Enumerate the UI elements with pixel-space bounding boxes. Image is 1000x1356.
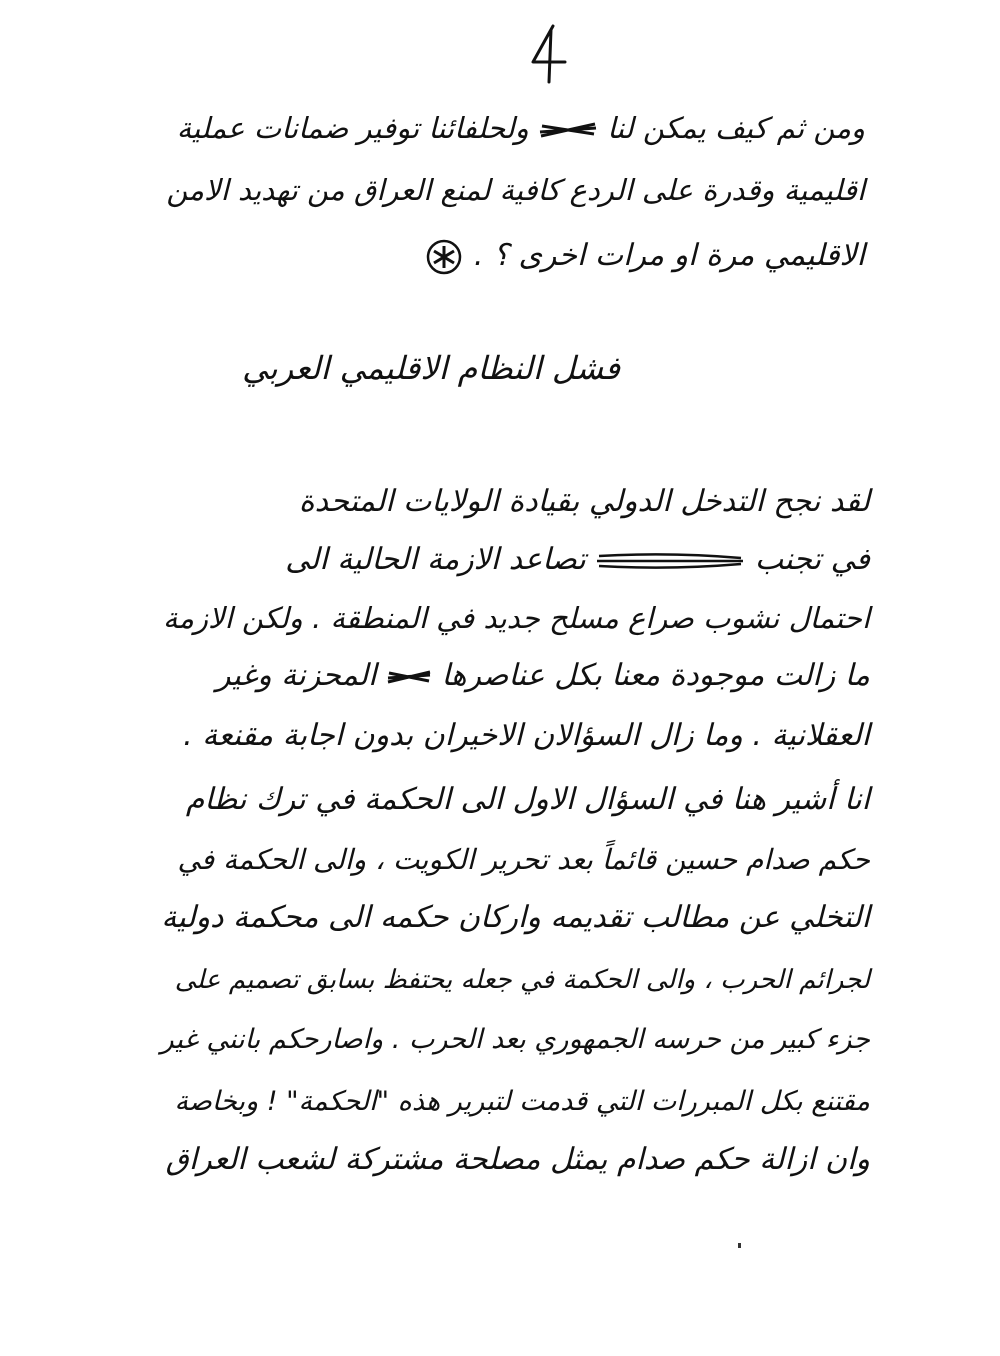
paragraph1-line-1-end: ولحلفائنا توفير ضمانات عملية [176,111,529,145]
paragraph2-line-1-text: لقد نجح التدخل الدولي بقيادة الولايات المتحدة [298,484,870,519]
paragraph2-line-3-text: احتمال نشوب صراع مسلح جديد في المنطقة . ولكن الازمة [162,601,870,635]
paragraph2-line-10-text: جزء كبير من حرسه الجمهوري بعد الحرب . واصارحكم بانني غير [160,1024,870,1055]
paragraph2-line-12 [160,1140,870,1184]
paragraph2-line-11 [160,1082,870,1126]
paragraph2-line-4-start: ما زالت موجودة معنا بكل عناصرها [441,658,870,693]
paragraph2-line-4 [160,656,870,700]
section-heading [242,346,620,390]
paragraph1-line-3 [165,236,865,280]
scribble-icon [386,666,432,688]
paragraph2-line-9-text: لجرائم الحرب ، والى الحكمة في جعله يحتفظ بسابق تصميم على [174,965,870,995]
paragraph2-line-2-end: تصاعد الازمة الحالية الى [285,542,586,577]
paragraph2-line-8-text: التخلي عن مطالب تقديمه واركان حكمه الى محكمة دولية [161,900,870,935]
paragraph2-line-3 [160,598,870,642]
paragraph2-line-11-text: مقتنع بكل المبررات التي قدمت لتبرير هذه "الحكمة" ! وبخاصة [174,1086,870,1117]
paragraph2-line-2 [160,540,870,584]
paragraph2-line-12-text: وان ازالة حكم صدام يمثل مصلحة مشتركة لشعب العراق [165,1142,870,1177]
paragraph2-line-7-text: حكم صدام حسين قائماً بعد تحرير الكويت ، والى الحكمة في [177,843,870,876]
paragraph2-line-6 [160,780,870,824]
ink-speck [738,1243,741,1248]
scribble-icon [538,118,598,142]
paragraph2-line-2-start: في تجنب [754,542,870,577]
paragraph2-line-5 [160,716,870,760]
paragraph1-line-2 [165,170,865,214]
section-heading-text: فشل النظام الاقليمي العربي [242,349,620,387]
paragraph2-line-4-end: المحزنة وغير [215,658,377,693]
paragraph2-line-1 [160,482,870,526]
paragraph1-line-1 [165,108,865,152]
scribble-icon [595,548,745,574]
paragraph2-line-8 [160,898,870,942]
circled-asterisk-icon [424,237,464,277]
paragraph1-line-3-text: الاقليمي مرة او مرات اخرى ؟ . [473,238,865,273]
paragraph2-line-5-text: العقلانية . وما زال السؤالان الاخيران بدون اجابة مقنعة . [183,718,870,753]
paragraph2-line-9 [160,960,870,1004]
paragraph2-line-6-text: انا أشير هنا في السؤال الاول الى الحكمة في ترك نظام [185,782,870,817]
paragraph2-line-10 [160,1020,870,1064]
paragraph2-line-7 [160,840,870,884]
paragraph1-line-1-start: ومن ثم كيف يمكن لنا [607,111,865,145]
paragraph1-line-2-text: اقليمية وقدرة على الردع كافية لمنع العراق من تهديد الامن [166,173,865,207]
page-number-drawing [515,18,585,88]
